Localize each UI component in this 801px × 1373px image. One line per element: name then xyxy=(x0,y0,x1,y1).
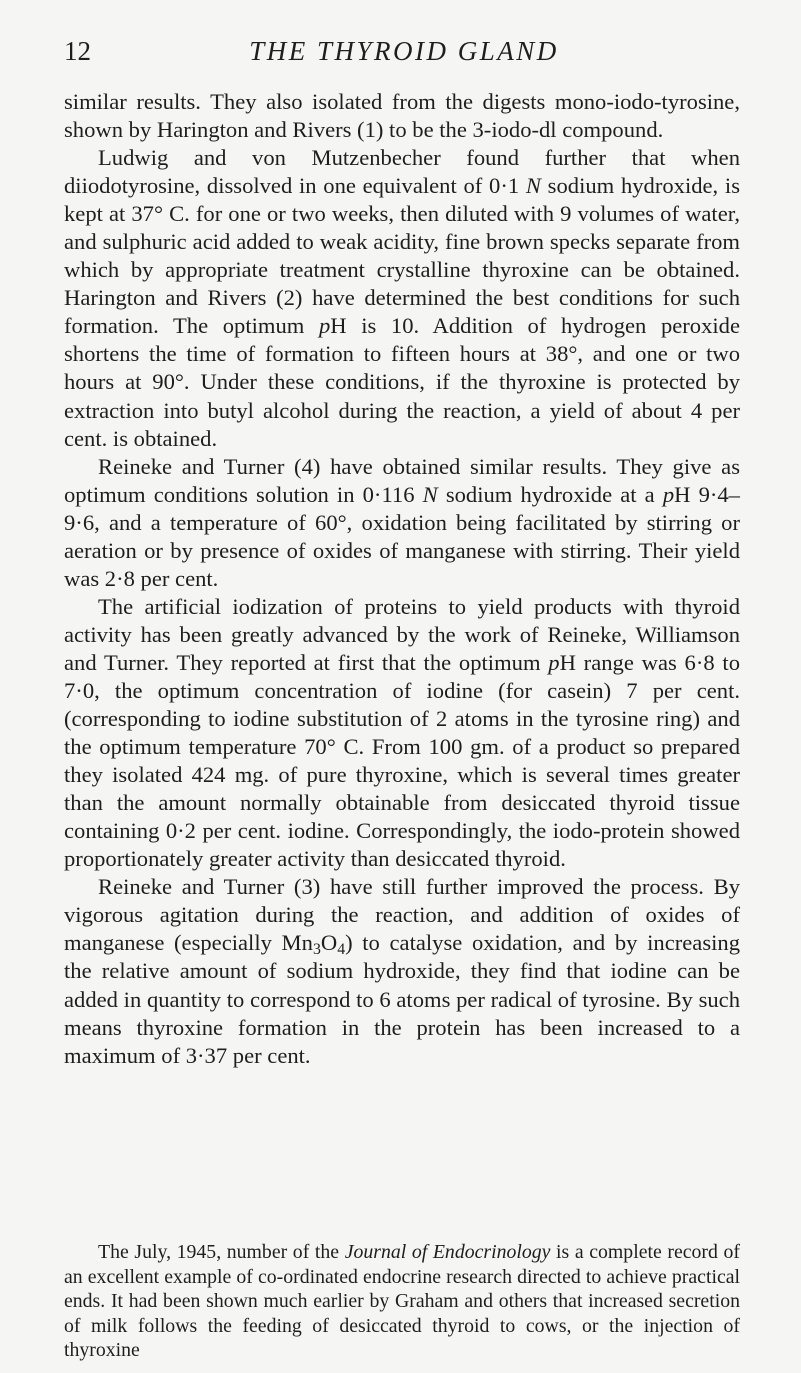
paragraph-3: Reineke and Turner (4) have obtained similar results. They give as optimum conditions solution in 0·116 N sodium hydroxide at a pH 9·4–9·6, and a temperature of 60°, oxidation being facilitated by stirring or aeration or by presence of oxides of manganese with stirring. Their yield was 2·8 per cent. xyxy=(64,453,740,591)
small-print-section xyxy=(64,1240,740,1363)
page-number: 12 xyxy=(64,36,91,66)
paragraph-1: similar results. They also isolated from the digests mono-iodo-tyrosine, shown by Harington and Rivers (1) to be the 3-iodo-dl compound. xyxy=(64,89,740,143)
paragraph-5: Reineke and Turner (3) have still further improved the process. By vigorous agitation during the reaction, and addition of oxides of manganese (especially $Mn_3O_4$) to catalyse oxidation, and by increasing the relative amount of sodium hydroxide, they find that iodine can be added in quantity to correspond to 6 atoms per radical of tyrosine. By such means thyroxine formation in the protein has been increased to a maximum of 3·37 per cent. xyxy=(64,874,740,1068)
paragraph-4: The artificial iodization of proteins to yield products with thyroid activity has been greatly advanced by the work of Reineke, Williamson and Turner. They reported at first that the optimum pH range was 6·8 to 7·0, the optimum concentration of iodine (for casein) 7 per cent. (corresponding to iodine substitution of 2 atoms in the tyrosine ring) and the optimum temperature 70° C. From 100 gm. of a product so prepared they isolated 424 mg. of pure thyroxine, which is several times greater than the amount normally obtainable from desiccated thyroid tissue containing 0·2 per cent. iodine. Correspondingly, the iodo-protein showed proportionately greater activity than desiccated thyroid. xyxy=(64,593,740,872)
paragraph-2: Ludwig and von Mutzenbecher found further that when diiodotyrosine, dissolved in one equivalent of 0·1 N sodium hydroxide, is kept at 37° C. for one or two weeks, then diluted with 9 volumes of water, and sulphuric acid added to weak acidity, fine brown specks separate from which by appropriate treatment crystalline thyroxine can be obtained. Harington and Rivers (2) have determined the best conditions for such formation. The optimum pH is 10. Addition of hydrogen peroxide shortens the time of formation to fifteen hours at 38°, and one or two hours at 90°. Under these conditions, if the thyroxine is protected by extraction into butyl alcohol during the reaction, a yield of about 4 per cent. is obtained. xyxy=(64,145,740,451)
paragraph-6: The July, 1945, number of the Journal of Endocrinology is a complete record of an excellent example of co-ordinated endocrine research directed to achieve practical ends. It had been shown much earlier by Graham and others that increased secretion of milk follows the feeding of desiccated thyroid to cows, or the injection of thyroxine xyxy=(64,1241,740,1362)
page-header xyxy=(64,36,744,76)
running-title: THE THYROID GLAND xyxy=(249,36,559,66)
body-text xyxy=(64,88,740,1070)
